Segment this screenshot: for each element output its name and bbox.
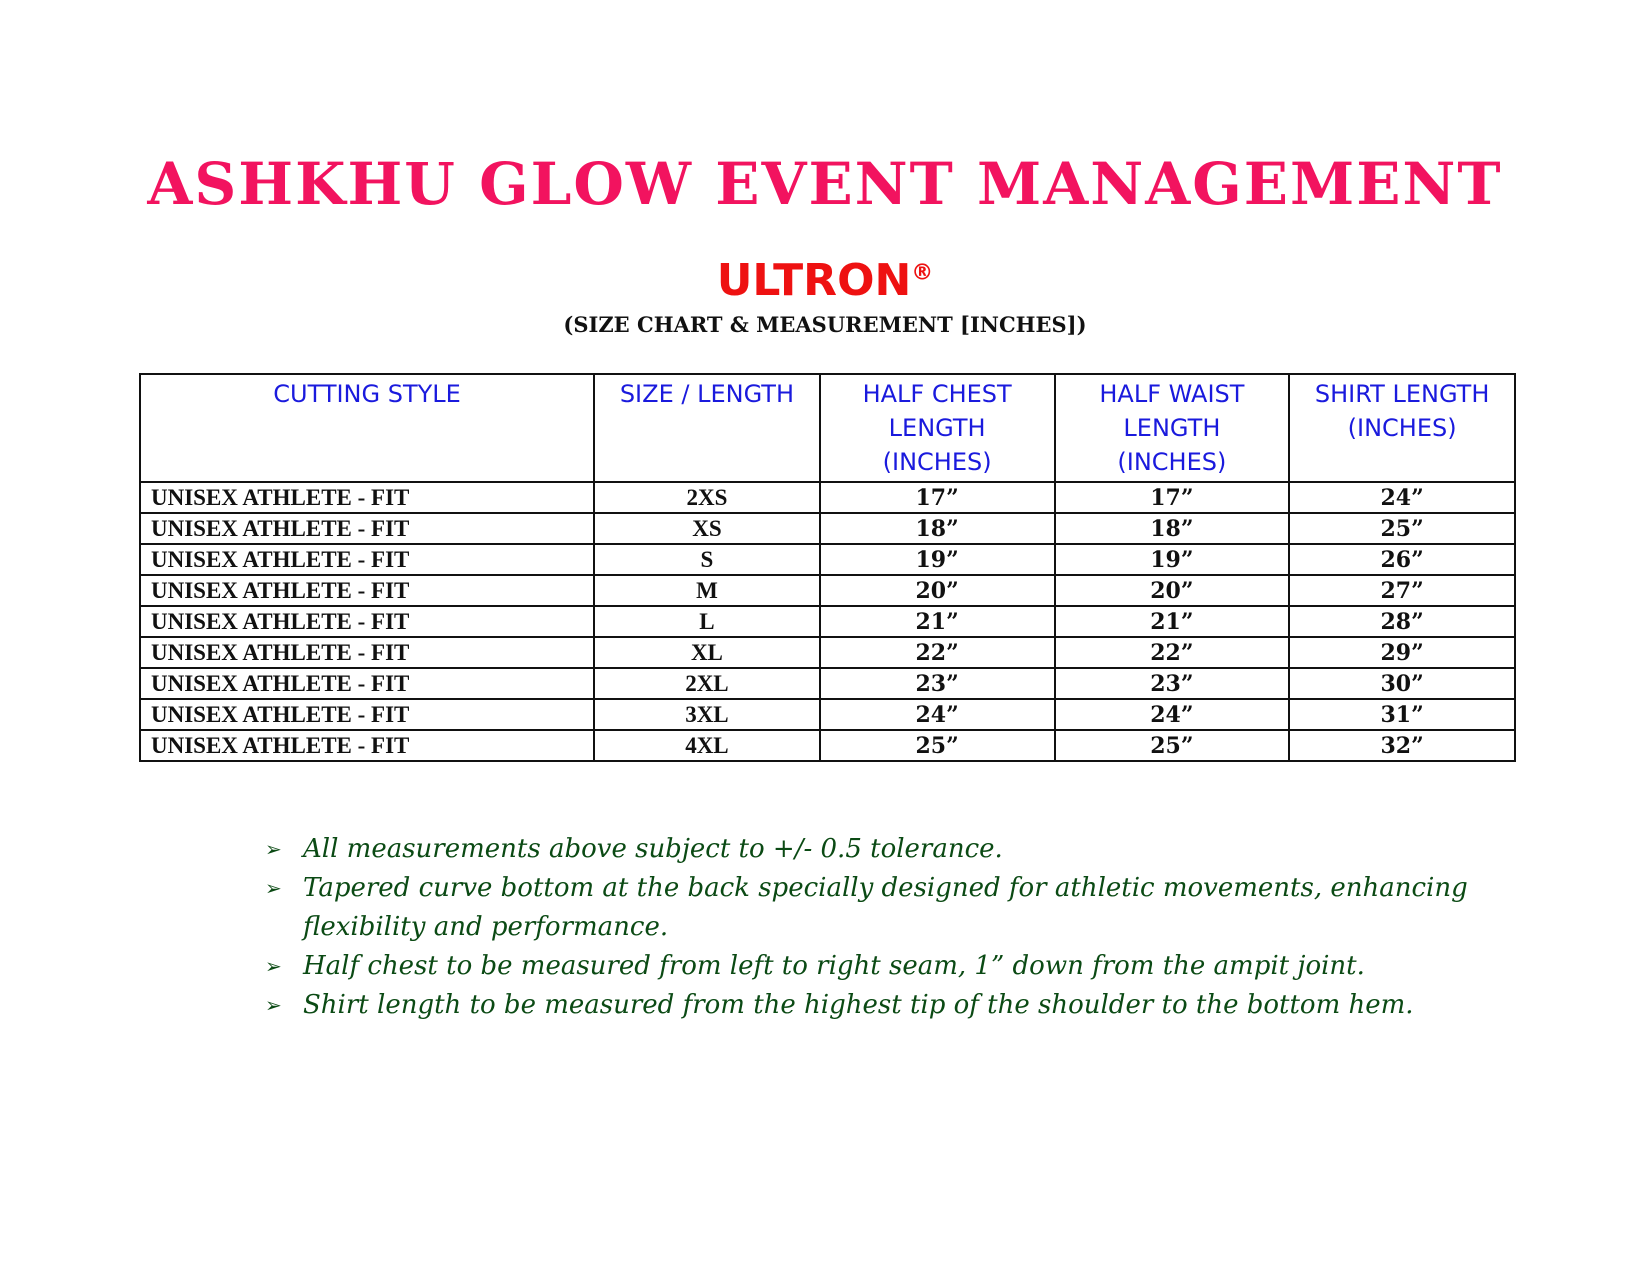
note-item — [265, 869, 1515, 947]
arrow-bullet-icon: ➢ — [265, 876, 282, 900]
notes-list — [265, 830, 1515, 1025]
note-text: All measurements above subject to +/- 0.5 tolerance. — [303, 834, 1003, 864]
half-waist-cell: 19” — [1055, 544, 1290, 575]
half-waist-cell: 25” — [1055, 730, 1290, 761]
size-cell: 2XS — [594, 482, 820, 513]
arrow-bullet-icon: ➢ — [265, 993, 282, 1017]
half-chest-cell: 22” — [820, 637, 1055, 668]
table-header-row — [140, 374, 1515, 482]
half-waist-cell: 20” — [1055, 575, 1290, 606]
table-row — [140, 637, 1515, 668]
cutting-style-cell: UNISEX ATHLETE - FIT — [140, 730, 594, 761]
shirt-length-cell: 25” — [1289, 513, 1515, 544]
cutting-style-cell: UNISEX ATHLETE - FIT — [140, 668, 594, 699]
shirt-length-cell: 30” — [1289, 668, 1515, 699]
size-cell: L — [594, 606, 820, 637]
note-item — [265, 830, 1515, 869]
subtitle: (SIZE CHART & MEASUREMENT [INCHES]) — [563, 312, 1087, 337]
table-row — [140, 513, 1515, 544]
registered-mark: ® — [911, 260, 934, 286]
half-chest-cell: 24” — [820, 699, 1055, 730]
cutting-style-cell: UNISEX ATHLETE - FIT — [140, 699, 594, 730]
half-waist-cell: 22” — [1055, 637, 1290, 668]
shirt-length-cell: 31” — [1289, 699, 1515, 730]
half-waist-cell: 21” — [1055, 606, 1290, 637]
size-cell: 3XL — [594, 699, 820, 730]
note-text: Half chest to be measured from left to right seam, 1” down from the ampit joint. — [303, 951, 1365, 981]
shirt-length-cell: 24” — [1289, 482, 1515, 513]
size-cell: XS — [594, 513, 820, 544]
note-text: Shirt length to be measured from the highest tip of the shoulder to the bottom hem. — [303, 990, 1414, 1020]
cutting-style-cell: UNISEX ATHLETE - FIT — [140, 513, 594, 544]
size-cell: M — [594, 575, 820, 606]
half-waist-cell: 18” — [1055, 513, 1290, 544]
arrow-bullet-icon: ➢ — [265, 954, 282, 978]
size-cell: S — [594, 544, 820, 575]
half-chest-cell: 19” — [820, 544, 1055, 575]
page-title: ASHKHU GLOW EVENT MANAGEMENT — [147, 150, 1503, 218]
header-cutting-style: CUTTING STYLE — [140, 374, 594, 482]
half-waist-cell: 24” — [1055, 699, 1290, 730]
size-cell: 2XL — [594, 668, 820, 699]
size-chart-table — [139, 373, 1516, 762]
cutting-style-cell: UNISEX ATHLETE - FIT — [140, 606, 594, 637]
table-row — [140, 730, 1515, 761]
arrow-bullet-icon: ➢ — [265, 837, 282, 861]
half-chest-cell: 25” — [820, 730, 1055, 761]
table-row — [140, 668, 1515, 699]
table-row — [140, 482, 1515, 513]
header-half-chest: HALF CHEST LENGTH (INCHES) — [820, 374, 1055, 482]
table-row — [140, 575, 1515, 606]
size-cell: 4XL — [594, 730, 820, 761]
half-waist-cell: 23” — [1055, 668, 1290, 699]
note-text: Tapered curve bottom at the back specially designed for athletic movements, enhancing flexibility and performance. — [303, 873, 1468, 942]
header-shirt-length: SHIRT LENGTH (INCHES) — [1289, 374, 1515, 482]
half-waist-cell: 17” — [1055, 482, 1290, 513]
size-cell: XL — [594, 637, 820, 668]
brand-logo — [0, 255, 1650, 306]
header-size-length: SIZE / LENGTH — [594, 374, 820, 482]
shirt-length-cell: 26” — [1289, 544, 1515, 575]
table-row — [140, 606, 1515, 637]
brand-name: ULTRON — [716, 255, 912, 306]
shirt-length-cell: 32” — [1289, 730, 1515, 761]
table-row — [140, 699, 1515, 730]
half-chest-cell: 17” — [820, 482, 1055, 513]
shirt-length-cell: 27” — [1289, 575, 1515, 606]
shirt-length-cell: 29” — [1289, 637, 1515, 668]
half-chest-cell: 21” — [820, 606, 1055, 637]
shirt-length-cell: 28” — [1289, 606, 1515, 637]
half-chest-cell: 18” — [820, 513, 1055, 544]
cutting-style-cell: UNISEX ATHLETE - FIT — [140, 544, 594, 575]
header-half-waist: HALF WAIST LENGTH (INCHES) — [1055, 374, 1290, 482]
table-row — [140, 544, 1515, 575]
cutting-style-cell: UNISEX ATHLETE - FIT — [140, 637, 594, 668]
note-item — [265, 986, 1515, 1025]
half-chest-cell: 23” — [820, 668, 1055, 699]
cutting-style-cell: UNISEX ATHLETE - FIT — [140, 482, 594, 513]
half-chest-cell: 20” — [820, 575, 1055, 606]
note-item — [265, 947, 1515, 986]
cutting-style-cell: UNISEX ATHLETE - FIT — [140, 575, 594, 606]
